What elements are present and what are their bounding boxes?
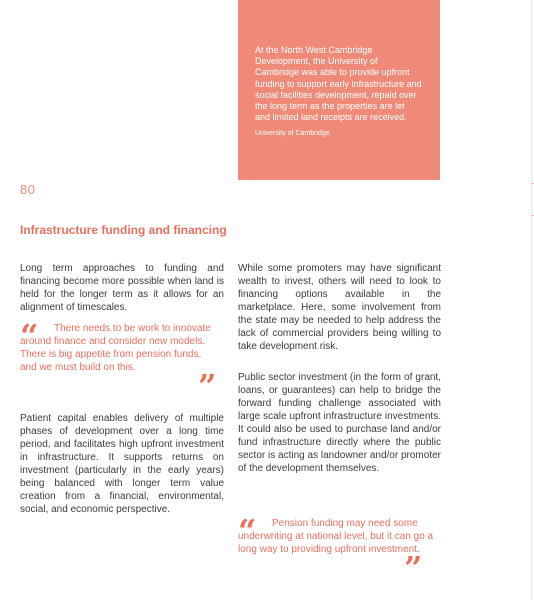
callout-box xyxy=(238,0,440,180)
paragraph-text: Long term approaches to funding and financing become more possible when land is held for the longer term as it allows for an alignment of timescales. xyxy=(20,263,224,313)
callout-text: At the North West Cambridge Development, the University of Cambridge was able to provide upfront funding to support early infrastructure and social facilities development, repaid over the long term as the properties are let and limited land receipts are received. xyxy=(255,45,422,123)
right-paragraph-1 xyxy=(238,262,441,353)
paragraph-text: Public sector investment (in the form of grant, loans, or guarantees) can help to bridge the forward funding challenge associated with large scale upfront infrastructure investments. It could also be used to purchase land and/or fund infrastructure directly where the public sector is acting as landowner and/or promoter of the development themselves. xyxy=(238,372,441,474)
pull-quote-text: Pension funding may need some underwriting at national level, but it can go a long way to providing upfront investment. xyxy=(238,518,434,555)
left-paragraph-2 xyxy=(20,412,224,516)
section-heading: Infrastructure funding and financing xyxy=(20,223,227,237)
left-pull-quote xyxy=(20,317,218,405)
page-edge-divider xyxy=(531,0,532,600)
paragraph-text: Patient capital enables delivery of multiple phases of development over a long time period, and facilitates high upfront investment in infrastructure. It supports returns on investment (particularly in the early years) being balanced with longer term value creation from a financial, environmental, social, and economic perspective. xyxy=(20,413,224,515)
open-quote-icon: “ xyxy=(20,317,39,355)
callout-source: University of Cambridge xyxy=(255,130,330,138)
left-paragraph-1 xyxy=(20,262,224,314)
pull-quote-text: There needs to be work to innovate around finance and consider new models. There is big appetite from pension funds, and we must build on this. xyxy=(20,323,211,373)
close-quote-icon: ” xyxy=(198,367,217,405)
page-number: 80 xyxy=(20,182,36,197)
close-quote-icon: ” xyxy=(404,549,423,587)
right-pull-quote xyxy=(238,512,443,587)
right-paragraph-2 xyxy=(238,371,441,475)
paragraph-text: While some promoters may have significant wealth to invest, others will need to look to financing options available in the marketplace. Here, some involvement from the state may be needed to help address the lack of commercial providers being willing to take development risk. xyxy=(238,263,441,352)
open-quote-icon: “ xyxy=(238,512,257,550)
